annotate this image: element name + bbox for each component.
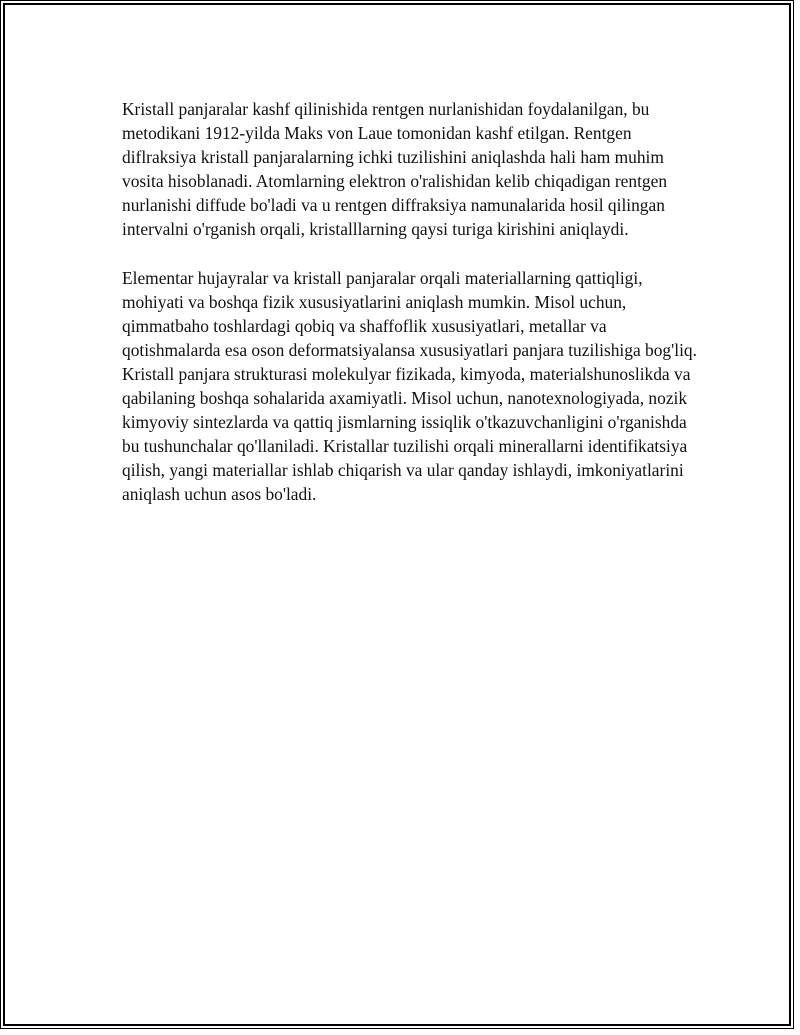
page-frame <box>3 3 791 1026</box>
paragraph-1: Kristall panjaralar kashf qilinishida rentgen nurlanishidan foydalanilgan, bu metodikani 1912-yilda Maks von Laue tomonidan kashf etilgan. Rentgen diflraksiya kristall panjaralarning ichki tuzilishini aniqlashda hali ham muhim vosita hisoblanadi. Atomlarning elektron o'ralishidan kelib chiqadigan rentgen nurlanishi diffude bo'ladi va u rentgen diffraksiya namunalarida hosil qilingan intervalni o'rganish orqali, kristalllarning qaysi turiga kirishini aniqlaydi. <box>122 99 668 240</box>
document-body <box>122 97 702 531</box>
paragraph-2: Elementar hujayralar va kristall panjaralar orqali materiallarning qattiqligi, mohiyati va boshqa fizik xususiyatlarini aniqlash mumkin. Misol uchun, qimmatbaho toshlardagi qobiq va shaffoflik xususiyatlari, metallar va qotishmalarda esa oson deformatsiyalansa xususiyatlari panjara tuzilishiga bog'liq. Kristall panjara strukturasi molekulyar fizikada, kimyoda, materialshunoslikda va qabilaning boshqa sohalarida axamiyatli. Misol uchun, nanotexnologiyada, nozik kimyoviy sintezlarda va qattiq jismlarning issiqlik o'tkazuvchanligini o'rganishda bu tushunchalar qo'llaniladi. Kristallar tuzilishi orqali minerallarni identifikatsiya qilish, yangi materiallar ishlab chiqarish va ular qanday ishlaydi, imkoniyatlarini aniqlash uchun asos bo'ladi. <box>122 267 697 505</box>
